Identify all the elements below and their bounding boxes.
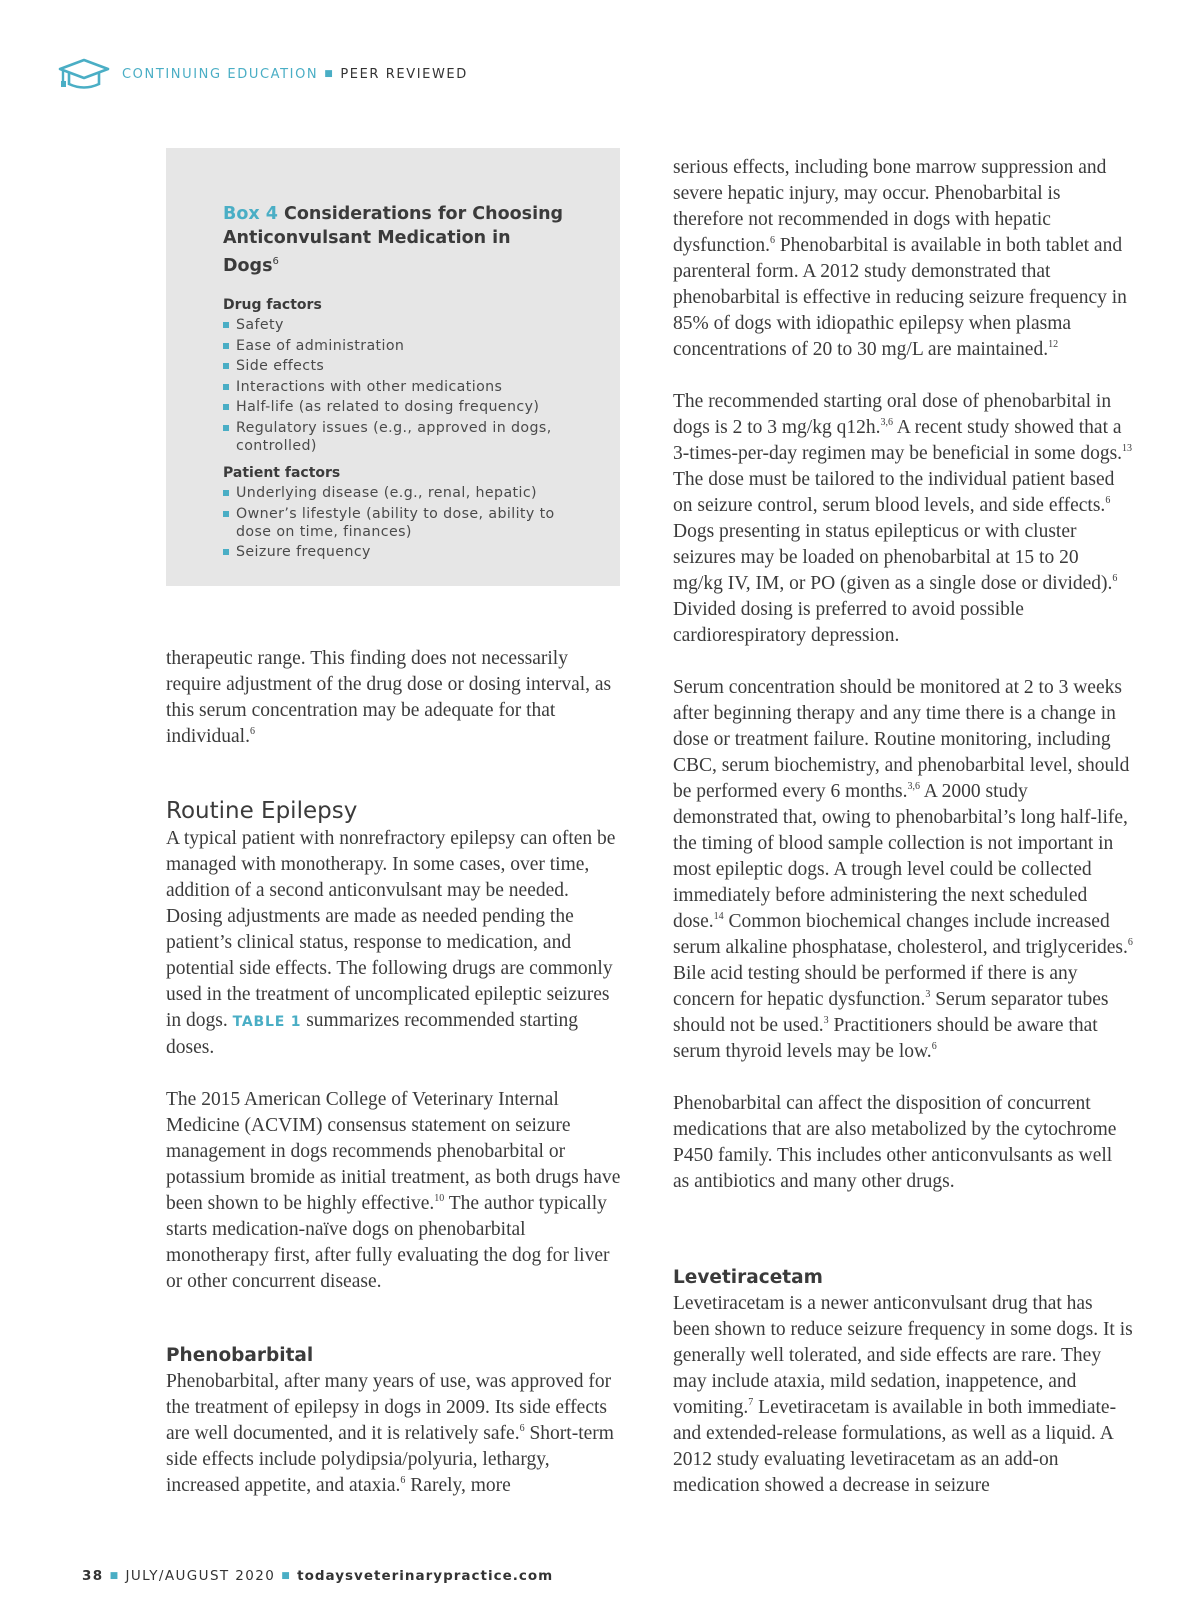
citation: 12 <box>1048 339 1059 350</box>
intro-paragraph: therapeutic range. This finding does not necessarily require adjustment of the drug dose or dosing interval, as this serum concentration may be adequate for that individual.$^6$ <box>166 648 612 747</box>
page-header <box>56 56 468 92</box>
list-item: Owner’s lifestyle (ability to dose, ability to dose on time, finances) <box>223 505 572 541</box>
issue-date: JULY/AUGUST 2020 <box>125 1568 276 1584</box>
citation: 3,6 <box>880 417 893 428</box>
citation: 10 <box>434 1193 445 1204</box>
citation: 3 <box>925 989 931 1000</box>
citation: 3 <box>823 1015 829 1026</box>
footer-separator: ■ <box>109 1571 120 1581</box>
patient-factors-list <box>223 484 572 561</box>
citation: 6 <box>769 235 775 246</box>
category-label: PEER REVIEWED <box>340 66 468 82</box>
header-text <box>122 67 468 82</box>
website-link[interactable]: todaysveterinarypractice.com <box>297 1568 554 1584</box>
citation: 13 <box>1122 443 1133 454</box>
citation: 3,6 <box>907 781 920 792</box>
page-number: 38 <box>82 1568 104 1584</box>
citation: 6 <box>931 1041 937 1052</box>
citation: 6 <box>1112 573 1118 584</box>
drug-factors-heading: Drug factors <box>223 297 322 313</box>
citation: 6 <box>519 1423 525 1434</box>
levetiracetam-paragraph: Levetiracetam is a newer anticonvulsant drug that has been shown to reduce seizure frequency in some dogs. It is generally well tolerated, and side effects are rare. They may include ataxia, mild sedation, inappetence, and vomiting.$^7$ Levetiracetam is available in both immediate- and extended-release formulations, as well as a liquid. A 2012 study evaluating levetiracetam as an add-on medication showed a decrease in seizure <box>673 1293 1133 1496</box>
list-item: Side effects <box>223 357 572 375</box>
section-heading-levetiracetam: Levetiracetam <box>673 1267 823 1288</box>
right-paragraph-1: serious effects, including bone marrow suppression and severe hepatic injury, may occur. Phenobarbital is therefore not recommended in dogs with hepatic dysfunction.$^6$ Phenobarbital is available in both tablet and parenteral form. A 2012 study demonstrated that phenobarbital is effective in reducing seizure frequency in 85% of dogs with idiopathic epilepsy when plasma concentrations of 20 to 30 mg/L are maintained.$^{12}$ <box>673 157 1127 360</box>
list-item: Seizure frequency <box>223 543 572 561</box>
levetiracetam-section <box>673 1265 1133 1499</box>
list-item: Safety <box>223 316 572 334</box>
phenobarbital-paragraph-1: Phenobarbital, after many years of use, was approved for the treatment of epilepsy in dogs in 2009. Its side effects are well documented, and it is relatively safe.$^6$ Short-term side effects include polydipsia/polyuria, lethargy, increased appetite, and ataxia.$^6$ Rarely, more <box>166 1371 614 1496</box>
citation: 6 <box>1105 495 1111 506</box>
box-title-text: Considerations for Choosing Anticonvulsant Medication in Dogs <box>223 204 564 276</box>
list-item: Interactions with other medications <box>223 378 572 396</box>
section-label: CONTINUING EDUCATION <box>122 66 319 82</box>
graduation-cap-icon <box>56 57 112 91</box>
list-item: Half-life (as related to dosing frequency) <box>223 398 572 416</box>
list-item: Underlying disease (e.g., renal, hepatic) <box>223 484 572 502</box>
citation: 6 <box>1127 937 1133 948</box>
right-paragraph-3: Serum concentration should be monitored at 2 to 3 weeks after beginning therapy and any time there is a change in dose or treatment failure. Routine monitoring, including CBC, serum biochemistry, and phenobarbital level, should be performed every 6 months.$^{3,6}$ A 2000 study demonstrated that, owing to phenobarbital’s long half-life, the timing of blood sample collection is not important in most epileptic dogs. A trough level could be collected immediately before administering the next scheduled dose.$^{14}$ Common biochemical changes include increased serum alkaline phosphatase, cholesterol, and triglycerides.$^6$ Bile acid testing should be performed if there is any concern for hepatic dysfunction.$^3$ Serum separator tubes should not be used.$^3$ Practitioners should be aware that serum thyroid levels may be low.$^6$ <box>673 677 1133 1062</box>
left-column <box>166 646 624 750</box>
box-title <box>223 202 572 278</box>
list-item: Ease of administration <box>223 337 572 355</box>
citation: 7 <box>748 1397 754 1408</box>
right-paragraph-4: Phenobarbital can affect the disposition of concurrent medications that are also metabolized by the cytochrome P450 family. This includes other anticonvulsants as well as antibiotics and many other drugs. <box>673 1093 1117 1192</box>
footer-separator: ■ <box>281 1571 292 1581</box>
header-separator: ■ <box>324 68 335 79</box>
routine-paragraph-2: The 2015 American College of Veterinary Internal Medicine (ACVIM) consensus statement on seizure management in dogs recommends phenobarbital or potassium bromide as initial treatment, as both drugs have been shown to be highly effective.$^{10}$ The author typically starts medication-naïve dogs on phenobarbital monotherapy first, after fully evaluating the dog for liver or other concurrent disease. <box>166 1089 621 1292</box>
box-label: Box 4 <box>223 204 278 224</box>
box-4-sidebar <box>166 148 620 586</box>
citation: 6 <box>249 726 255 737</box>
routine-epilepsy-section <box>166 796 624 1295</box>
phenobarbital-section <box>166 1343 624 1499</box>
table-1-link[interactable]: TABLE 1 <box>232 1014 302 1030</box>
list-item: Regulatory issues (e.g., approved in dogs, controlled) <box>223 419 572 455</box>
citation: 6 <box>400 1475 406 1486</box>
page-footer <box>82 1568 553 1584</box>
drug-factors-list <box>223 316 572 455</box>
citation: 14 <box>713 911 724 922</box>
section-heading-phenobarbital: Phenobarbital <box>166 1345 314 1366</box>
right-paragraph-2: The recommended starting oral dose of phenobarbital in dogs is 2 to 3 mg/kg q12h.$^{3,6}$ A recent study showed that a 3-times-per-day regimen may be beneficial in some dogs.$^{13}$ The dose must be tailored to the individual patient based on seizure control, serum blood levels, and side effects.$^6$ Dogs presenting in status epilepticus or with cluster seizures may be loaded on phenobarbital at 15 to 20 mg/kg IV, IM, or PO (given as a single dose or divided).$^6$ Divided dosing is preferred to avoid possible cardiorespiratory depression. <box>673 391 1133 646</box>
patient-factors-heading: Patient factors <box>223 464 341 481</box>
right-column <box>673 155 1133 1195</box>
routine-paragraph-1: A typical patient with nonrefractory epilepsy can often be managed with monotherapy. In some cases, over time, addition of a second anticonvulsant may be needed. Dosing adjustments are made as needed pending the patient’s clinical status, response to medication, and potential side effects. The following drugs are commonly used in the treatment of uncomplicated epileptic seizures in dogs. TABLE 1 summarizes recommended starting doses. <box>166 828 616 1058</box>
section-heading-routine-epilepsy: Routine Epilepsy <box>166 798 358 824</box>
box-title-ref: 6 <box>272 256 279 267</box>
